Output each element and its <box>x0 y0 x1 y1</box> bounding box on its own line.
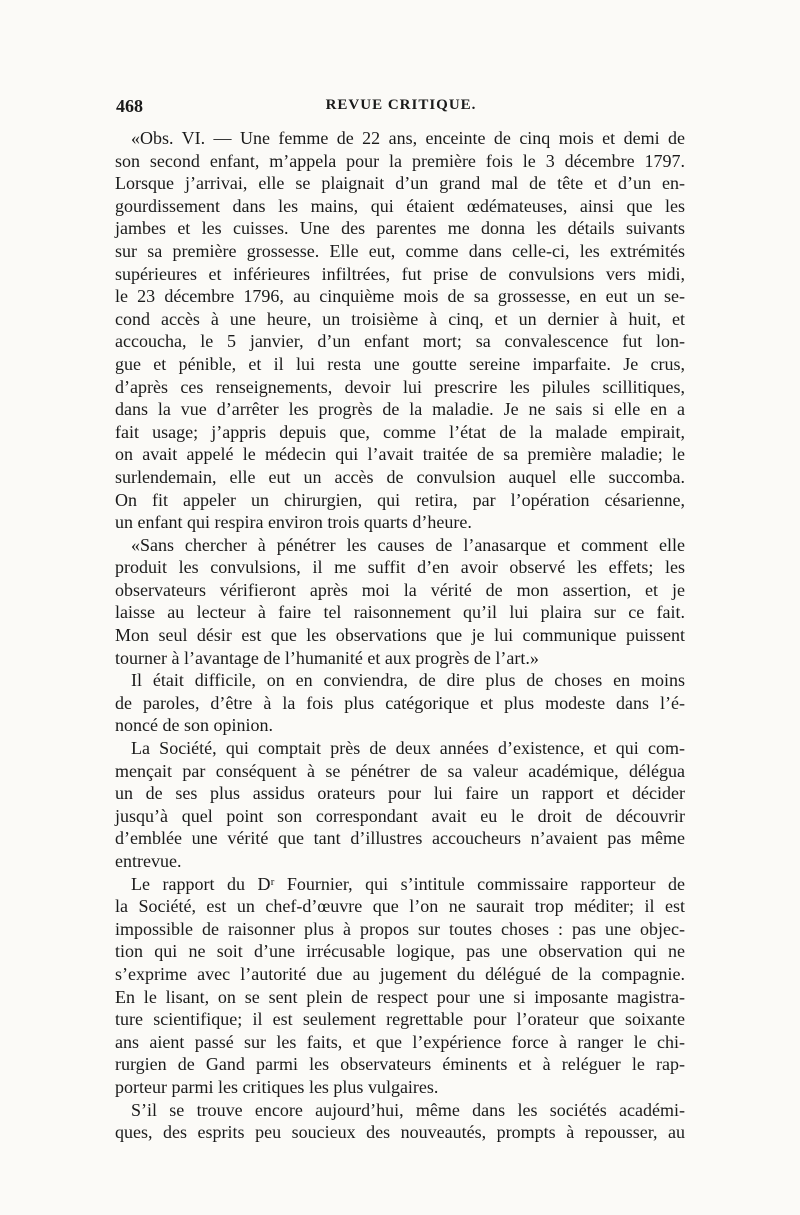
text-line: produit les convulsions, il me suffit d’en avoir observé les effets; les <box>115 557 685 578</box>
text-line: rurgien de Gand parmi les observateurs éminents et à reléguer le rap- <box>115 1054 685 1075</box>
paragraph <box>115 127 685 534</box>
text-line: le 23 décembre 1796, au cinquième mois de sa grossesse, en eut un se- <box>115 286 685 307</box>
text-line: s’exprime avec l’autorité due au jugement du délégué de la compagnie. <box>115 963 685 984</box>
paragraph <box>115 534 685 670</box>
text-line: Lorsque j’arrivai, elle se plaignait d’un grand mal de tête et d’un en- <box>115 173 685 194</box>
text-line: porteur parmi les critiques les plus vulgaires. <box>115 1076 439 1097</box>
paragraph <box>115 873 685 1099</box>
text-line: surlendemain, elle eut un accès de convulsion auquel elle succomba. <box>115 466 685 487</box>
text-line: supérieures et inférieures infiltrées, fut prise de convulsions vers midi, <box>115 263 685 284</box>
text-line: ture scientifique; il est seulement regrettable pour l’orateur que soixante <box>115 1009 685 1030</box>
text-line: mençait par conséquent à se pénétrer de sa valeur académique, délégua <box>115 760 685 781</box>
text-line: jusqu’à quel point son correspondant avait eu le droit de découvrir <box>115 805 685 826</box>
text-line: un de ses plus assidus orateurs pour lui faire un rapport et décider <box>115 783 685 804</box>
text-line: ques, des esprits peu soucieux des nouveautés, prompts à repousser, au <box>115 1122 685 1143</box>
page-number: 468 <box>116 96 143 116</box>
text-line: laisse au lecteur à faire tel raisonnement qu’il lui plaira sur ce fait. <box>115 602 685 623</box>
text-line: impossible de raisonner plus à propos sur toutes choses : pas une objec- <box>115 918 685 939</box>
text-line: sur sa première grossesse. Elle eut, comme dans celle-ci, les extrémités <box>115 240 685 261</box>
text-line: dans la vue d’arrêter les progrès de la maladie. Je ne sais si elle en a <box>115 399 685 420</box>
text-line: entrevue. <box>115 851 182 871</box>
text-line: ans aient passé sur les faits, et que l’expérience force à ranger le chi- <box>115 1031 685 1052</box>
text-line: jambes et les cuisses. Une des parentes me donna les détails suivants <box>115 218 685 239</box>
text-line: Il était difficile, on en conviendra, de dire plus de choses en moins <box>131 670 685 691</box>
text-line: Mon seul désir est que les observations que je lui communique puissent <box>115 625 685 646</box>
text-line: La Société, qui comptait près de deux années d’existence, et qui com- <box>131 738 685 759</box>
paragraph <box>115 1099 685 1144</box>
page-header <box>116 96 686 120</box>
text-line: gue et pénible, et il lui resta une goutte sereine imparfaite. Je crus, <box>115 353 685 374</box>
paragraph <box>115 737 685 873</box>
text-line: un enfant qui respira environ trois quarts d’heure. <box>115 512 472 533</box>
text-line: on avait appelé le médecin qui l’avait traitée de sa première maladie; le <box>115 444 685 465</box>
text-line: tourner à l’avantage de l’humanité et aux progrès de l’art.» <box>115 647 539 668</box>
text-line: On fit appeler un chirurgien, qui retira, par l’opération césarienne, <box>115 489 685 510</box>
text-line: observateurs vérifieront après moi la vérité de mon assertion, et je <box>115 579 685 600</box>
text-line: Le rapport du Dʳ Fournier, qui s’intitule commissaire rapporteur de <box>131 873 685 894</box>
text-line: d’après ces renseignements, devoir lui prescrire les pilules scillitiques, <box>115 376 685 397</box>
running-head: REVUE CRITIQUE. <box>325 97 477 113</box>
text-line: S’il se trouve encore aujourd’hui, même dans les sociétés académi- <box>131 1099 685 1120</box>
text-line: «Obs. VI. — Une femme de 22 ans, enceinte de cinq mois et demi de <box>131 128 685 148</box>
text-line: tion qui ne soit d’une irrécusable logique, pas une observation qui ne <box>115 941 685 962</box>
text-line: la Société, est un chef-d’œuvre que l’on ne saurait trop méditer; il est <box>115 896 685 917</box>
text-line: En le lisant, on se sent plein de respect pour une si imposante magistra- <box>115 986 685 1007</box>
text-line: accoucha, le 5 janvier, d’un enfant mort; sa convalescence fut lon- <box>115 331 685 352</box>
text-line: cond accès à une heure, un troisième à cinq, et un dernier à huit, et <box>115 308 685 329</box>
text-line: noncé de son opinion. <box>115 715 273 736</box>
text-line: d’emblée une vérité que tant d’illustres accoucheurs n’avaient pas même <box>115 828 685 849</box>
text-line: fait usage; j’appris depuis que, comme l’état de la malade empirait, <box>115 421 685 442</box>
text-line: gourdissement dans les mains, qui étaient œdémateuses, ainsi que les <box>115 195 685 216</box>
body-text <box>115 127 685 1144</box>
text-line: de paroles, d’être à la fois plus catégorique et plus modeste dans l’é- <box>115 692 685 713</box>
text-line: «Sans chercher à pénétrer les causes de l’anasarque et comment elle <box>131 534 685 555</box>
text-line: son second enfant, m’appela pour la première fois le 3 décembre 1797. <box>115 150 685 171</box>
paragraph <box>115 669 685 737</box>
